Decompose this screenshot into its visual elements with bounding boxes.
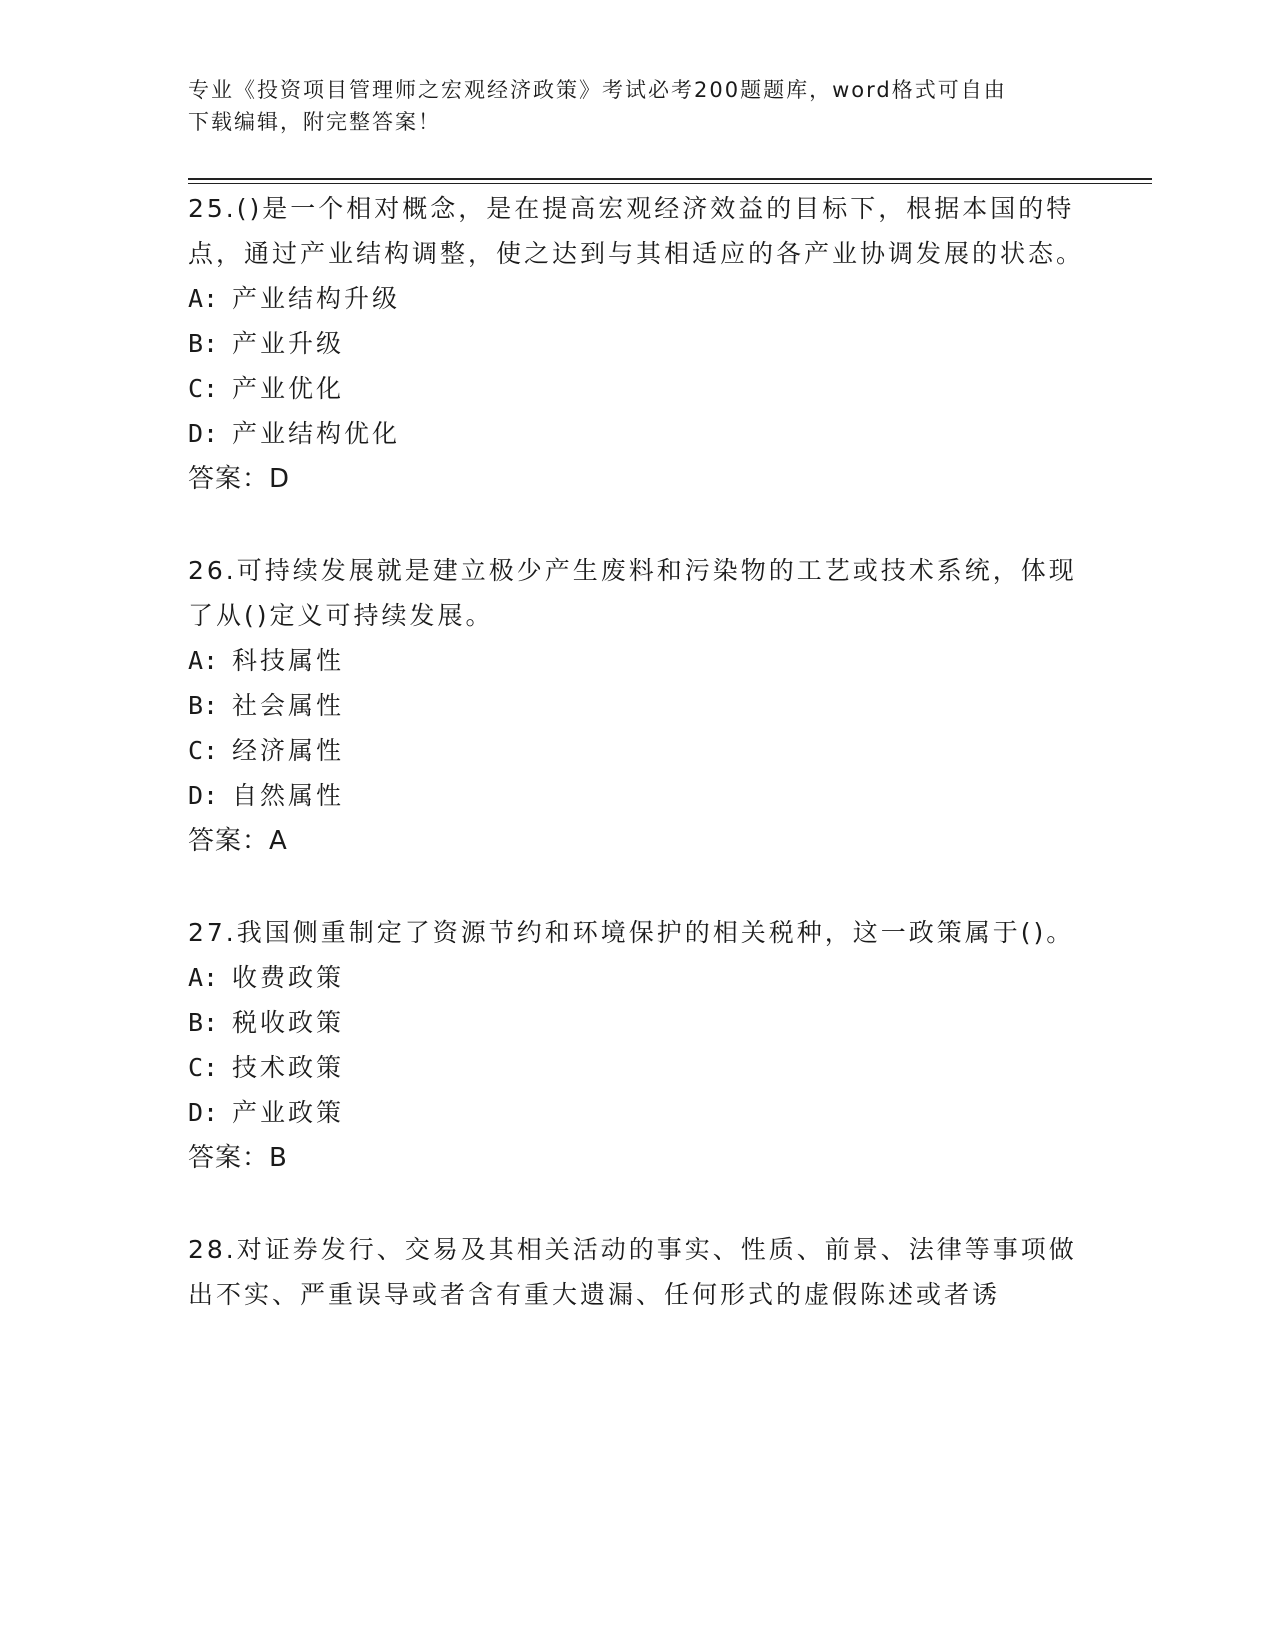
option-text: 产业政策 [232, 1098, 345, 1127]
option-a [188, 955, 1088, 1000]
option-letter: D: [188, 419, 219, 448]
question-stem: 28.对证券发行、交易及其相关活动的事实、性质、前景、法律等事项做出不实、严重误导或者含有重大遗漏、任何形式的虚假陈述或者诱 [188, 1235, 1077, 1309]
option-text: 科技属性 [232, 646, 345, 675]
option-text: 产业升级 [232, 329, 345, 358]
header-divider-thick [188, 178, 1152, 180]
option-text: 产业优化 [232, 374, 345, 403]
option-c [188, 366, 1088, 411]
option-c [188, 1045, 1088, 1090]
answer-label: 答案： [188, 1143, 270, 1173]
option-text: 自然属性 [232, 781, 345, 810]
option-letter: A: [188, 646, 219, 675]
question-stem: 25.()是一个相对概念，是在提高宏观经济效益的目标下，根据本国的特点，通过产业结构调整，使之达到与其相适应的各产业协调发展的状态。 [188, 194, 1085, 268]
option-letter: B: [188, 329, 219, 358]
option-text: 产业结构优化 [232, 419, 401, 448]
option-a [188, 638, 1088, 683]
question-27 [188, 910, 1088, 1181]
question-stem: 26.可持续发展就是建立极少产生废料和污染物的工艺或技术系统，体现了从()定义可持续发展。 [188, 556, 1077, 630]
option-text: 收费政策 [232, 963, 345, 992]
option-letter: A: [188, 963, 219, 992]
answer-line [188, 456, 1088, 502]
document-header [188, 74, 1088, 138]
header-divider-thin [188, 183, 1152, 184]
header-line-2: 下载编辑，附完整答案！ [188, 110, 441, 134]
answer-label: 答案： [188, 464, 270, 494]
option-letter: C: [188, 374, 219, 403]
option-b [188, 683, 1088, 728]
option-d [188, 411, 1088, 456]
option-c [188, 728, 1088, 773]
option-letter: D: [188, 781, 219, 810]
answer-value: A [269, 826, 288, 856]
header-line-1: 专业《投资项目管理师之宏观经济政策》考试必考200题题库，word格式可自由 [188, 78, 1007, 102]
option-letter: D: [188, 1098, 219, 1127]
option-a [188, 276, 1088, 321]
answer-line [188, 1135, 1088, 1181]
option-text: 技术政策 [232, 1053, 345, 1082]
question-28 [188, 1227, 1088, 1317]
answer-line [188, 818, 1088, 864]
option-letter: B: [188, 1008, 219, 1037]
option-text: 经济属性 [232, 736, 345, 765]
option-text: 税收政策 [232, 1008, 345, 1037]
option-letter: B: [188, 691, 219, 720]
question-25 [188, 186, 1088, 502]
question-list [188, 186, 1088, 1363]
option-letter: C: [188, 736, 219, 765]
option-letter: C: [188, 1053, 219, 1082]
answer-label: 答案： [188, 826, 270, 856]
answer-value: B [269, 1143, 288, 1173]
option-d [188, 1090, 1088, 1135]
question-stem: 27.我国侧重制定了资源节约和环境保护的相关税种，这一政策属于()。 [188, 918, 1075, 947]
option-b [188, 321, 1088, 366]
question-26 [188, 548, 1088, 864]
option-b [188, 1000, 1088, 1045]
answer-value: D [269, 464, 291, 494]
option-letter: A: [188, 284, 219, 313]
option-d [188, 773, 1088, 818]
option-text: 社会属性 [232, 691, 345, 720]
option-text: 产业结构升级 [232, 284, 401, 313]
